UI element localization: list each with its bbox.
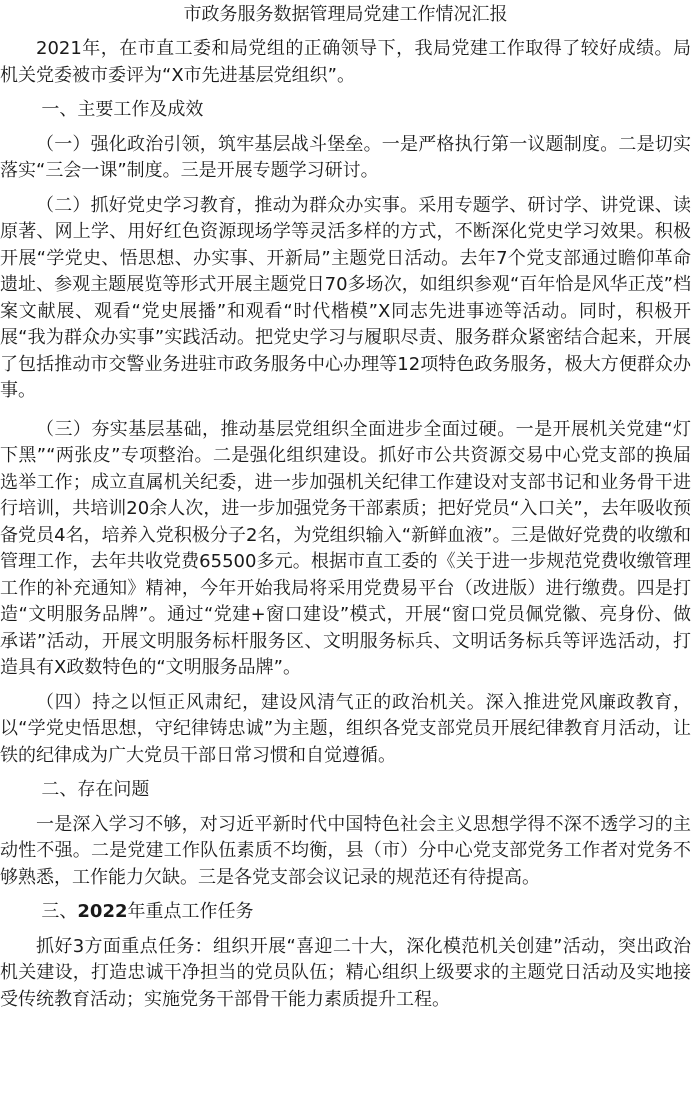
intro-paragraph: 2021年，在市直工委和局党组的正确领导下，我局党建工作取得了较好成绩。局机关党委被市委评为“X市先进基层党组织”。 bbox=[0, 38, 691, 86]
spacer bbox=[0, 185, 691, 193]
problems-paragraph: 一是深入学习不够，对习近平新时代中国特色社会主义思想学得不深不透学习的主动性不强。二是党建工作队伍素质不均衡，县（市）分中心党支部党务工作者对党务不够熟悉，工作能力欠缺。三是各党支部会议记录的规范还有待提高。 bbox=[0, 813, 691, 888]
spacer bbox=[0, 769, 691, 777]
spacer bbox=[0, 891, 691, 899]
spacer bbox=[0, 89, 691, 97]
spacer bbox=[0, 124, 691, 132]
spacer bbox=[0, 28, 691, 36]
section-heading-1: 一、主要工作及成效 bbox=[41, 99, 204, 120]
item-paragraph-1: （一）强化政治引领，筑牢基层战斗堡垒。一是严格执行第一议题制度。二是切实落实“三会一课”制度。三是开展专题学习研讨。 bbox=[0, 133, 691, 181]
item-paragraph-3: （三）夯实基层基础，推动基层党组织全面进步全面过硬。一是开展机关党建“灯下黑”“两张皮”专项整治。二是强化组织建设。抓好市公共资源交易中心党支部的换届选举工作；成立直属机关纪委，进一步加强机关纪律工作建设对支部书记和业务骨干进行培训，共培训20余人次，进一步加强党务干部素质；把好党员“入口关”，去年吸收预备党员4名，培养入党积极分子2名，为党组织输入“新鲜血液”。三是做好党费的收缴和管理工作，去年共收党费65500多元。根据市直工委的《关于进一步规范党费收缴管理工作的补充通知》精神，今年开始我局将采用党费易平台（改进版）进行缴费。四是打造“文明服务品牌”。通过“党建+窗口建设”模式，开展“窗口党员佩党徽、亮身份、做承诺”活动，开展文明服务标杆服务区、文明服务标兵、文明话务标兵等评选活动，打造具有X政数特色的“文明服务品牌”。 bbox=[0, 418, 691, 678]
document-title: 市政务服务数据管理局党建工作情况汇报 bbox=[183, 4, 508, 25]
spacer bbox=[0, 405, 691, 417]
section-heading-3-prefix: 三、 bbox=[41, 901, 78, 922]
item-paragraph-4: （四）持之以恒正风肃纪，建设风清气正的政治机关。深入推进党风廉政教育，以“学党史悟思想，守纪律铸忠诚”为主题，组织各党支部党员开展纪律教育月活动，让铁的纪律成为广大党员干部日常习惯和自觉遵循。 bbox=[0, 691, 691, 766]
spacer bbox=[0, 682, 691, 690]
section-heading-3-suffix: 年重点工作任务 bbox=[127, 901, 254, 922]
section-heading-2: 二、存在问题 bbox=[41, 779, 150, 800]
section-heading-3-year: 2022 bbox=[77, 901, 128, 922]
section-heading-3 bbox=[0, 899, 691, 926]
item-paragraph-2: （二）抓好党史学习教育，推动为群众办实事。采用专题学、研讨学、讲党课、读原著、网上学、用好红色资源现场学等灵活多样的方式，不断深化党史学习效果。积极开展“学党史、悟思想、办实事、开新局”主题党日活动。去年7个党支部通过瞻仰革命遗址、参观主题展览等形式开展主题党日70多场次，如组织参观“百年恰是风华正茂”档案文献展、观看“党史展播”和观看“时代楷模”X同志先进事迹等活动。同时，积极开展“我为群众办实事”实践活动。把党史学习与履职尽责、服务群众紧密结合起来，开展了包括推动市交警业务进驻市政务服务中心办理等12项特色政务服务，极大方便群众办事。 bbox=[0, 194, 691, 401]
tasks-paragraph: 抓好3方面重点任务：组织开展“喜迎二十大，深化模范机关创建”活动，突出政治机关建设，打造忠诚干净担当的党员队伍；精心组织上级要求的主题党日活动及实地接受传统教育活动；实施党务干部骨干能力素质提升工程。 bbox=[0, 935, 691, 1010]
spacer bbox=[0, 926, 691, 934]
spacer bbox=[0, 804, 691, 812]
